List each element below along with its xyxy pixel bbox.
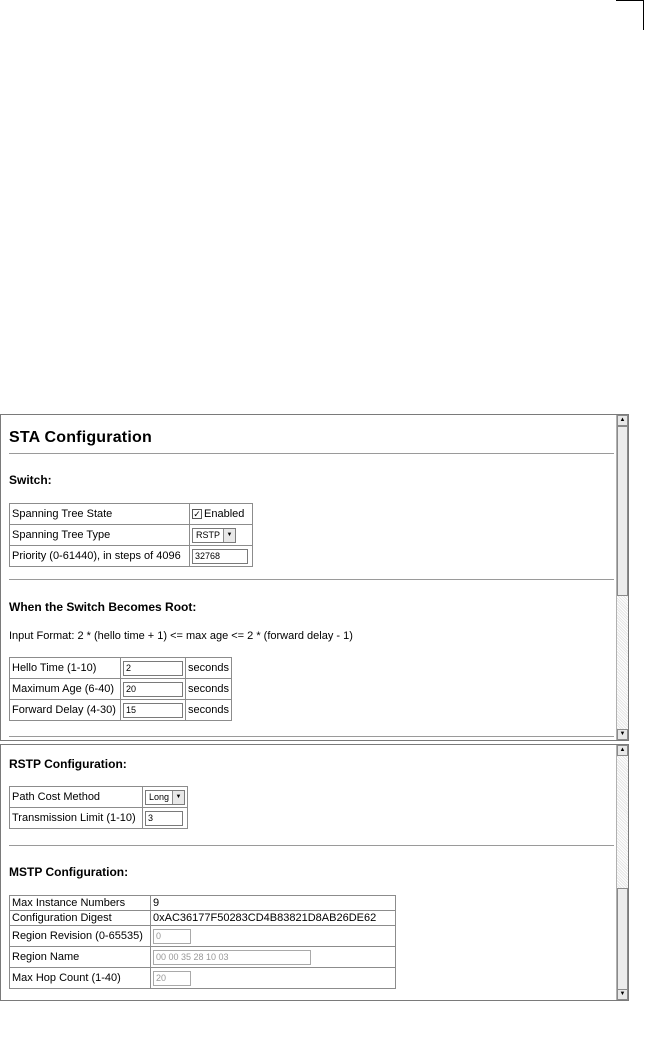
config-digest-value: 0xAC36177F50283CD4B83821D8AB26DE62 [151, 911, 396, 926]
max-age-unit: seconds [186, 679, 232, 700]
forward-delay-cell [121, 700, 186, 721]
scrollbar-top[interactable] [616, 415, 628, 740]
table-row [10, 926, 396, 947]
table-row [10, 700, 232, 721]
region-name-input[interactable]: 00 00 35 28 10 03 [153, 950, 311, 965]
page-corner-mark [616, 0, 644, 30]
switch-settings-table [9, 503, 253, 567]
table-row [10, 658, 232, 679]
priority-label: Priority (0-61440), in steps of 4096 [10, 546, 190, 567]
chevron-down-icon: ▼ [172, 791, 184, 804]
scroll-up-icon[interactable]: ▲ [617, 415, 628, 426]
max-instance-value: 9 [151, 896, 396, 911]
hello-time-label: Hello Time (1-10) [10, 658, 121, 679]
hello-time-input[interactable]: 2 [123, 661, 183, 676]
priority-input[interactable]: 32768 [192, 549, 248, 564]
path-cost-value: Long [149, 792, 170, 802]
forward-delay-label: Forward Delay (4-30) [10, 700, 121, 721]
forward-delay-input[interactable]: 15 [123, 703, 183, 718]
tx-limit-cell [143, 808, 188, 829]
max-age-label: Maximum Age (6-40) [10, 679, 121, 700]
max-age-input[interactable]: 20 [123, 682, 183, 697]
input-format-note: Input Format: 2 * (hello time + 1) <= max age <= 2 * (forward delay - 1) [9, 630, 353, 642]
path-cost-cell [143, 787, 188, 808]
table-row [10, 546, 253, 567]
scroll-thumb[interactable] [617, 888, 628, 990]
max-hop-cell [151, 968, 396, 989]
scroll-thumb[interactable] [617, 426, 628, 596]
table-row [10, 679, 232, 700]
region-revision-label: Region Revision (0-65535) [10, 926, 151, 947]
hello-time-cell [121, 658, 186, 679]
mstp-heading: MSTP Configuration: [9, 865, 129, 879]
spanning-tree-type-value: RSTP [196, 530, 221, 540]
max-hop-input[interactable]: 20 [153, 971, 191, 986]
max-age-cell [121, 679, 186, 700]
region-name-cell [151, 947, 396, 968]
max-instance-label: Max Instance Numbers [10, 896, 151, 911]
root-divider [9, 736, 614, 737]
root-heading: When the Switch Becomes Root: [9, 600, 197, 614]
max-hop-label: Max Hop Count (1-40) [10, 968, 151, 989]
hello-time-unit: seconds [186, 658, 232, 679]
spanning-tree-state-checkbox[interactable]: ✓ [193, 509, 201, 520]
spanning-tree-state-value: Enabled [204, 508, 245, 520]
rstp-mstp-pane [0, 744, 629, 1001]
table-row [10, 911, 396, 926]
root-settings-table [9, 657, 232, 721]
scrollbar-bottom[interactable] [616, 745, 628, 1000]
spanning-tree-state-label: Spanning Tree State [10, 504, 190, 525]
scroll-up-icon[interactable]: ▲ [617, 745, 628, 756]
switch-heading: Switch: [9, 473, 52, 487]
spanning-tree-type-label: Spanning Tree Type [10, 525, 190, 546]
rstp-divider [9, 845, 614, 846]
table-row [10, 808, 188, 829]
switch-divider [9, 579, 614, 580]
rstp-heading: RSTP Configuration: [9, 757, 127, 771]
table-row [10, 787, 188, 808]
path-cost-label: Path Cost Method [10, 787, 143, 808]
forward-delay-unit: seconds [186, 700, 232, 721]
tx-limit-label: Transmission Limit (1-10) [10, 808, 143, 829]
table-row [10, 968, 396, 989]
chevron-down-icon: ▼ [223, 529, 235, 542]
spanning-tree-type-cell [190, 525, 253, 546]
spanning-tree-state-cell [190, 504, 253, 525]
sta-config-pane [0, 414, 629, 741]
spanning-tree-type-select[interactable] [192, 528, 236, 543]
table-row [10, 525, 253, 546]
config-digest-label: Configuration Digest [10, 911, 151, 926]
scroll-down-icon[interactable]: ▼ [617, 989, 628, 1000]
mstp-settings-table [9, 895, 396, 989]
path-cost-select[interactable] [145, 790, 185, 805]
table-row [10, 947, 396, 968]
rstp-settings-table [9, 786, 188, 829]
region-name-label: Region Name [10, 947, 151, 968]
tx-limit-input[interactable]: 3 [145, 811, 183, 826]
table-row [10, 504, 253, 525]
title-divider [9, 453, 614, 454]
table-row [10, 896, 396, 911]
scroll-down-icon[interactable]: ▼ [617, 729, 628, 740]
region-revision-input[interactable]: 0 [153, 929, 191, 944]
priority-cell [190, 546, 253, 567]
region-revision-cell [151, 926, 396, 947]
page-title: STA Configuration [9, 429, 152, 446]
